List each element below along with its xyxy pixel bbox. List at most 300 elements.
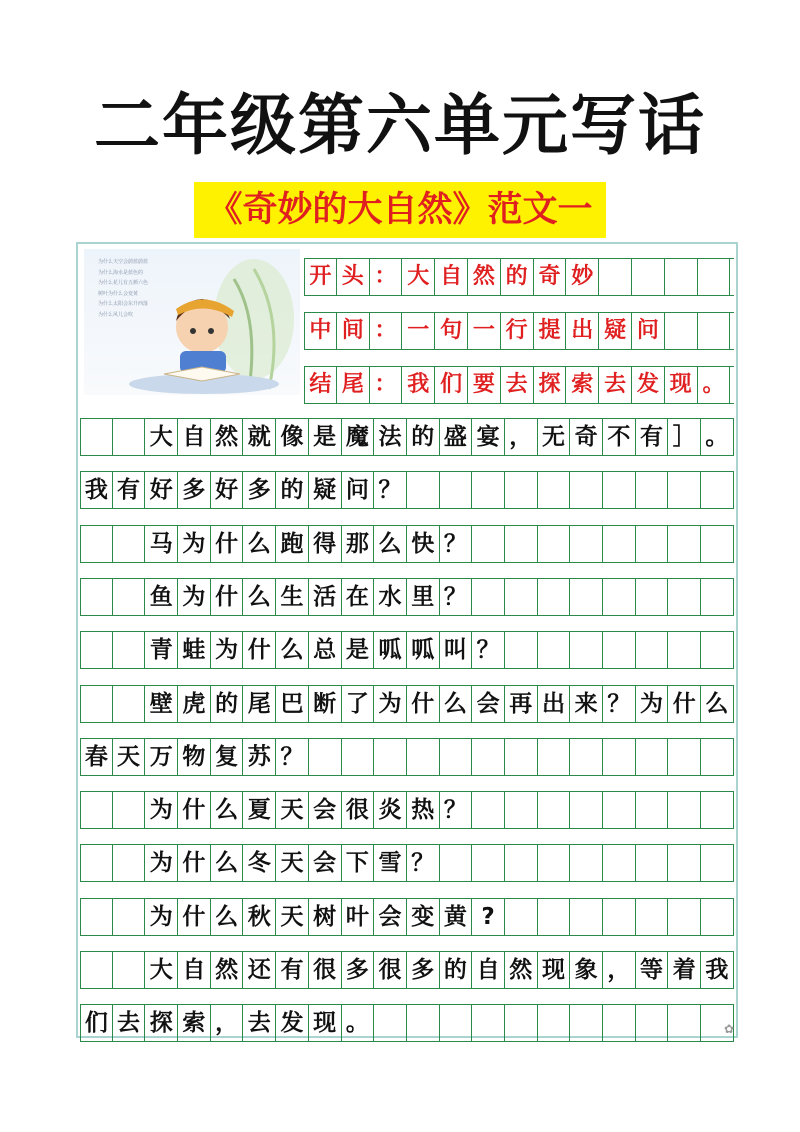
grid-cell: 活 (309, 579, 342, 615)
grid-cell: 奇 (534, 259, 567, 295)
grid-cell: 了 (342, 686, 375, 722)
grid-cell: 复 (211, 739, 244, 775)
essay-row (80, 1004, 734, 1042)
corner-ornament-icon: ✿ (723, 1022, 734, 1036)
grid-cell: 呱 (407, 632, 440, 668)
grid-cell (538, 899, 571, 935)
essay-row (80, 738, 734, 776)
grid-cell: 然 (211, 952, 244, 988)
grid-cell (505, 1005, 538, 1041)
grid-cell: 要 (468, 367, 501, 403)
grid-cell: 为 (145, 899, 178, 935)
grid-cell (538, 845, 571, 881)
grid-cell (668, 1005, 701, 1041)
essay-row (80, 951, 734, 989)
grid-cell: 夏 (243, 792, 276, 828)
grid-cell: 去 (599, 367, 632, 403)
grid-cell: 大 (402, 259, 435, 295)
grid-cell: 那 (342, 526, 375, 562)
grid-cell: 么 (374, 526, 407, 562)
grid-cell: 天 (276, 899, 309, 935)
grid-cell: 像 (276, 419, 309, 455)
grid-cell: 不 (603, 419, 636, 455)
grid-cell: 发 (632, 367, 665, 403)
grid-cell: 现 (309, 1005, 342, 1041)
grid-cell (603, 792, 636, 828)
grid-cell (538, 526, 571, 562)
grid-cell: 总 (309, 632, 342, 668)
grid-cell: ？ (440, 526, 473, 562)
grid-cell: 行 (501, 313, 534, 349)
grid-cell: 的 (276, 472, 309, 508)
grid-cell: 秋 (243, 899, 276, 935)
grid-cell: 壁 (145, 686, 178, 722)
grid-cell (80, 419, 113, 455)
grid-cell (632, 259, 665, 295)
grid-cell (668, 632, 701, 668)
grid-cell: 中 (304, 313, 337, 349)
grid-cell: 得 (309, 526, 342, 562)
grid-cell: 有 (113, 472, 146, 508)
grid-cell: ？ (374, 472, 407, 508)
grid-cell: 么 (276, 632, 309, 668)
grid-cell (505, 472, 538, 508)
grid-cell (701, 526, 734, 562)
grid-cell: 炎 (374, 792, 407, 828)
grid-cell (603, 632, 636, 668)
grid-cell: 现 (665, 367, 698, 403)
grid-cell: 着 (668, 952, 701, 988)
grid-cell (407, 1005, 440, 1041)
grid-cell: 再 (505, 686, 538, 722)
grid-cell (636, 792, 669, 828)
grid-cell: 好 (145, 472, 178, 508)
grid-cell: 的 (211, 686, 244, 722)
grid-cell (570, 632, 603, 668)
grid-cell: 我 (701, 952, 734, 988)
grid-cell: 里 (407, 579, 440, 615)
grid-cell: ］ (668, 419, 701, 455)
grid-cell: 雪 (374, 845, 407, 881)
grid-cell (113, 419, 146, 455)
grid-cell: ？ (440, 579, 473, 615)
grid-cell (665, 259, 698, 295)
grid-cell: 物 (178, 739, 211, 775)
grid-cell (701, 792, 734, 828)
grid-cell: 句 (435, 313, 468, 349)
grid-cell: ， (603, 952, 636, 988)
grid-cell (570, 472, 603, 508)
grid-cell (113, 526, 146, 562)
grid-cell: 多 (243, 472, 276, 508)
grid-cell: 自 (178, 952, 211, 988)
grid-cell: 热 (407, 792, 440, 828)
grid-cell: 无 (538, 419, 571, 455)
grid-cell (665, 313, 698, 349)
grid-cell: 好 (211, 472, 244, 508)
grid-cell: 什 (211, 526, 244, 562)
grid-cell: 法 (374, 419, 407, 455)
child-reading-illustration (84, 249, 300, 395)
grid-cell: 。 (701, 419, 734, 455)
grid-cell: 。 (342, 1005, 375, 1041)
grid-cell: 一 (468, 313, 501, 349)
grid-cell: 多 (342, 952, 375, 988)
grid-cell: 头 (337, 259, 370, 295)
grid-cell: 大 (145, 419, 178, 455)
outline-row (304, 258, 734, 296)
grid-cell: 天 (113, 739, 146, 775)
grid-cell: 疑 (599, 313, 632, 349)
grid-cell (668, 845, 701, 881)
essay-row (80, 578, 734, 616)
grid-cell (701, 899, 734, 935)
grid-cell (570, 845, 603, 881)
grid-cell (636, 632, 669, 668)
grid-cell (538, 1005, 571, 1041)
grid-cell (538, 579, 571, 615)
poem-line: 为什么风儿会吹 (98, 311, 134, 318)
grid-cell: 虎 (178, 686, 211, 722)
grid-cell (374, 739, 407, 775)
grid-cell: 冬 (243, 845, 276, 881)
grid-cell (113, 792, 146, 828)
grid-cell (505, 526, 538, 562)
outline-row (304, 312, 734, 350)
essay-row (80, 525, 734, 563)
grid-cell (440, 1005, 473, 1041)
grid-cell: 去 (501, 367, 534, 403)
grid-cell: ？ (440, 792, 473, 828)
grid-cell: 为 (178, 579, 211, 615)
essay-row (80, 791, 734, 829)
grid-cell: 尾 (337, 367, 370, 403)
outline-row (304, 366, 734, 404)
grid-cell: 是 (342, 632, 375, 668)
grid-cell: 么 (211, 845, 244, 881)
grid-cell: 索 (178, 1005, 211, 1041)
grid-cell (80, 845, 113, 881)
grid-cell: 很 (342, 792, 375, 828)
grid-cell (701, 472, 734, 508)
grid-cell: 来 (570, 686, 603, 722)
grid-cell: 下 (342, 845, 375, 881)
grid-cell: 巴 (276, 686, 309, 722)
grid-cell (636, 899, 669, 935)
grid-cell: 为 (374, 686, 407, 722)
grid-cell: 有 (276, 952, 309, 988)
grid-cell (570, 739, 603, 775)
grid-cell: ： (370, 313, 403, 349)
grid-cell (113, 579, 146, 615)
grid-cell: 会 (309, 792, 342, 828)
grid-cell: 出 (566, 313, 599, 349)
grid-cell: 然 (505, 952, 538, 988)
grid-cell: 探 (145, 1005, 178, 1041)
grid-cell: 开 (304, 259, 337, 295)
grid-cell: 么 (440, 686, 473, 722)
grid-cell: 们 (435, 367, 468, 403)
grid-cell (636, 526, 669, 562)
grid-cell (505, 632, 538, 668)
grid-cell: 间 (337, 313, 370, 349)
grid-cell: 断 (309, 686, 342, 722)
grid-cell (603, 526, 636, 562)
grid-cell (668, 739, 701, 775)
grid-cell: 叫 (440, 632, 473, 668)
grid-cell: 很 (309, 952, 342, 988)
grid-cell (113, 632, 146, 668)
grid-cell: 很 (374, 952, 407, 988)
grid-cell (603, 472, 636, 508)
grid-cell (701, 845, 734, 881)
essay-row (80, 471, 734, 509)
grid-cell: 么 (211, 899, 244, 935)
grid-cell (505, 579, 538, 615)
grid-cell: 变 (407, 899, 440, 935)
grid-cell: 马 (145, 526, 178, 562)
grid-cell: 象 (570, 952, 603, 988)
essay-row (80, 844, 734, 882)
grid-cell: ? (472, 899, 505, 935)
grid-cell (570, 1005, 603, 1041)
grid-cell (505, 899, 538, 935)
grid-cell (113, 686, 146, 722)
grid-cell: 为 (145, 845, 178, 881)
essay-row (80, 685, 734, 723)
grid-cell (472, 739, 505, 775)
grid-cell (309, 739, 342, 775)
grid-cell: 在 (342, 579, 375, 615)
grid-cell: ？ (472, 632, 505, 668)
poem-line: 为什么花儿有五颜六色 (98, 280, 149, 286)
essay-row (80, 898, 734, 936)
grid-cell: 天 (276, 845, 309, 881)
grid-cell (80, 526, 113, 562)
grid-cell: 我 (402, 367, 435, 403)
grid-cell: ？ (603, 686, 636, 722)
grid-cell: 的 (501, 259, 534, 295)
grid-cell: 现 (538, 952, 571, 988)
grid-cell: 黄 (440, 899, 473, 935)
grid-cell: 什 (178, 792, 211, 828)
grid-cell: 大 (145, 952, 178, 988)
grid-cell: 树 (309, 899, 342, 935)
grid-cell (80, 952, 113, 988)
essay-subtitle: 《奇妙的大自然》范文一 (194, 182, 606, 238)
poem-line: 树叶为什么会变黄 (98, 290, 139, 297)
grid-cell (472, 1005, 505, 1041)
grid-cell (636, 739, 669, 775)
grid-cell: 么 (243, 526, 276, 562)
grid-cell: 跑 (276, 526, 309, 562)
grid-cell (698, 259, 731, 295)
grid-cell: 什 (407, 686, 440, 722)
grid-cell: 尾 (243, 686, 276, 722)
grid-cell: 。 (698, 367, 731, 403)
grid-cell (472, 579, 505, 615)
grid-cell: 盛 (440, 419, 473, 455)
poem-line: 为什么天空会蔚蓝蔚蓝 (98, 259, 149, 265)
grid-cell (374, 1005, 407, 1041)
essay-row (80, 631, 734, 669)
grid-cell: 什 (178, 845, 211, 881)
grid-cell (113, 952, 146, 988)
grid-cell: 快 (407, 526, 440, 562)
grid-cell (407, 739, 440, 775)
grid-cell: ？ (407, 845, 440, 881)
grid-cell (80, 579, 113, 615)
grid-cell (636, 579, 669, 615)
grid-cell: 就 (243, 419, 276, 455)
grid-cell (603, 845, 636, 881)
grid-cell (113, 845, 146, 881)
grid-cell (472, 792, 505, 828)
grid-cell (440, 845, 473, 881)
grid-cell (570, 899, 603, 935)
grid-cell (668, 899, 701, 935)
grid-cell: 结 (304, 367, 337, 403)
grid-cell (668, 472, 701, 508)
grid-cell: ： (370, 367, 403, 403)
grid-cell: 青 (145, 632, 178, 668)
grid-cell: 去 (243, 1005, 276, 1041)
grid-cell (698, 313, 731, 349)
grid-cell (603, 739, 636, 775)
grid-cell (440, 472, 473, 508)
grid-cell (538, 632, 571, 668)
grid-cell: 一 (402, 313, 435, 349)
grid-cell: 提 (534, 313, 567, 349)
grid-cell (603, 899, 636, 935)
grid-cell: 天 (276, 792, 309, 828)
grid-cell: 发 (276, 1005, 309, 1041)
grid-cell (603, 579, 636, 615)
grid-cell: 水 (374, 579, 407, 615)
grid-cell (538, 472, 571, 508)
grid-cell: 我 (80, 472, 113, 508)
grid-cell: 叶 (342, 899, 375, 935)
grid-cell: 去 (113, 1005, 146, 1041)
grid-cell (505, 792, 538, 828)
grid-cell (472, 845, 505, 881)
grid-cell: ， (505, 419, 538, 455)
grid-cell: 春 (80, 739, 113, 775)
grid-cell (538, 739, 571, 775)
grid-cell (440, 739, 473, 775)
grid-cell: 多 (407, 952, 440, 988)
grid-cell: 奇 (570, 419, 603, 455)
grid-cell: 探 (534, 367, 567, 403)
grid-cell (472, 472, 505, 508)
grid-cell (80, 632, 113, 668)
poem-line: 为什么太阳会东升西落 (98, 301, 149, 307)
grid-cell: 为 (145, 792, 178, 828)
grid-cell: 会 (309, 845, 342, 881)
grid-cell: 生 (276, 579, 309, 615)
grid-cell: 出 (538, 686, 571, 722)
page-title: 二年级第六单元写话 (94, 87, 706, 164)
grid-cell (505, 739, 538, 775)
grid-cell: 为 (636, 686, 669, 722)
grid-cell (636, 472, 669, 508)
grid-cell: 的 (407, 419, 440, 455)
grid-cell: 然 (468, 259, 501, 295)
grid-cell (570, 526, 603, 562)
poem-line: 为什么海水是蓝色的 (98, 269, 144, 276)
grid-cell (113, 899, 146, 935)
essay-row (80, 418, 734, 456)
grid-cell (80, 686, 113, 722)
grid-cell (668, 792, 701, 828)
child-reading-icon (84, 249, 300, 395)
grid-cell (80, 899, 113, 935)
grid-cell: 多 (178, 472, 211, 508)
grid-cell: 宴 (472, 419, 505, 455)
grid-cell (538, 792, 571, 828)
grid-cell: 什 (211, 579, 244, 615)
grid-cell (701, 579, 734, 615)
grid-cell: 问 (342, 472, 375, 508)
grid-cell: 苏 (243, 739, 276, 775)
grid-cell (80, 792, 113, 828)
grid-cell: 鱼 (145, 579, 178, 615)
grid-cell: 是 (309, 419, 342, 455)
grid-cell: 自 (178, 419, 211, 455)
grid-cell: 疑 (309, 472, 342, 508)
grid-cell (505, 845, 538, 881)
grid-cell (342, 739, 375, 775)
grid-cell: 呱 (374, 632, 407, 668)
grid-cell: 为 (178, 526, 211, 562)
grid-cell: 么 (243, 579, 276, 615)
grid-cell (407, 472, 440, 508)
grid-cell: 蛙 (178, 632, 211, 668)
grid-cell: ： (370, 259, 403, 295)
grid-cell: 的 (440, 952, 473, 988)
grid-cell: 为 (211, 632, 244, 668)
grid-cell: 什 (178, 899, 211, 935)
grid-cell: 么 (701, 686, 734, 722)
grid-cell: 妙 (566, 259, 599, 295)
grid-cell (570, 792, 603, 828)
grid-cell: 会 (374, 899, 407, 935)
grid-cell: ？ (276, 739, 309, 775)
grid-cell (668, 579, 701, 615)
grid-cell: 索 (566, 367, 599, 403)
grid-cell (599, 259, 632, 295)
grid-cell: 自 (472, 952, 505, 988)
grid-cell (603, 1005, 636, 1041)
grid-cell: 什 (243, 632, 276, 668)
grid-cell: 什 (668, 686, 701, 722)
grid-cell: 们 (80, 1005, 113, 1041)
grid-cell: 等 (636, 952, 669, 988)
grid-cell: 自 (435, 259, 468, 295)
grid-cell: 然 (211, 419, 244, 455)
grid-cell: 万 (145, 739, 178, 775)
grid-cell (668, 526, 701, 562)
grid-cell (472, 526, 505, 562)
grid-cell: 会 (472, 686, 505, 722)
grid-cell: 有 (636, 419, 669, 455)
grid-cell: 魔 (342, 419, 375, 455)
grid-cell: ， (211, 1005, 244, 1041)
grid-cell (570, 579, 603, 615)
grid-cell: 么 (211, 792, 244, 828)
grid-cell (636, 1005, 669, 1041)
grid-cell (701, 739, 734, 775)
